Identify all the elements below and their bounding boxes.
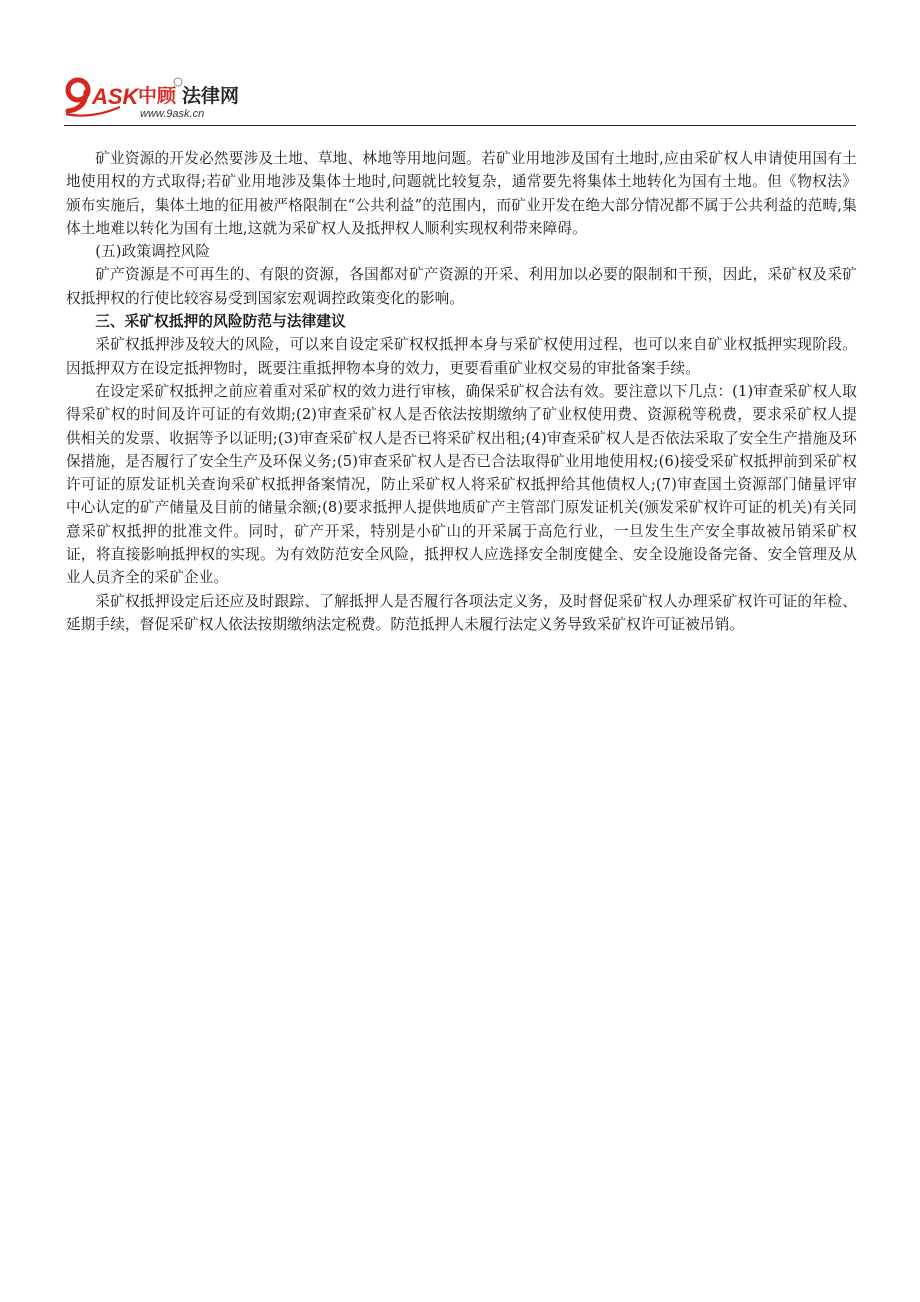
section-heading-risk-prevention: 三、采矿权抵押的风险防范与法律建议 xyxy=(95,313,346,331)
logo-site-name-text: 法律网 xyxy=(182,85,240,107)
registered-mark-icon xyxy=(174,78,182,86)
header-divider xyxy=(64,125,856,126)
subheading-policy-risk: (五)政策调控风险 xyxy=(95,243,211,261)
site-logo[interactable] xyxy=(64,74,254,118)
logo-ask-text: ASK xyxy=(92,84,139,109)
paragraph-land-use: 矿业资源的开发必然要涉及土地、草地、林地等用地问题。若矿业用地涉及国有土地时,应由采矿权人申请使用国有土地使用权的方式取得;若矿业用地涉及集体土地时,问题就比较复杂，通常要先将集体土地转化为国有土地。但《物权法》颁布实施后，集体土地的征用被严格限制在“公共利益”的范围内，而矿业开发在绝大部分情况都不属于公共利益的范畴,集体土地难以转化为国有土地,这就为采矿权人及抵押权人顺利实现权利带来障碍。 xyxy=(66,150,857,237)
paragraph-review-checklist: 在设定采矿权抵押之前应着重对采矿权的效力进行审核，确保采矿权合法有效。要注意以下几点：(1)审查采矿权人取得采矿权的时间及许可证的有效期;(2)审查采矿权人是否依法按期缴纳了矿业权使用费、资源税等税费，要求采矿权人提供相关的发票、收据等予以证明;(3)审查采矿权人是否已将采矿权出租;(4)审查采矿权人是否依法采取了安全生产措施及环保措施，是否履行了安全生产及环保义务;(5)审查采矿权人是否已合法取得矿业用地使用权;(6)接受采矿权抵押前到采矿权许可证的原发证机关查询采矿权抵押备案情况，防止采矿权人将采矿权抵押给其他债权人;(7)审查国土资源部门储量评审中心认定的矿产储量及目前的储量余额;(8)要求抵押人提供地质矿产主管部门原发证机关(颁发采矿权许可证的机关)有关同意采矿权抵押的批准文件。同时，矿产开采，特别是小矿山的开采属于高危行业，一旦发生生产安全事故被吊销采矿权证，将直接影响抵押权的实现。为有效防范安全风险，抵押权人应选择安全制度健全、安全设施设备完备、安全管理及从业人员齐全的采矿企业。 xyxy=(66,382,857,587)
logo-url-text: www.9ask.cn xyxy=(140,108,205,118)
logo-brand-text: 中顾 xyxy=(138,85,177,107)
document-body xyxy=(66,147,857,636)
paragraph-policy-risk: 矿产资源是不可再生的、有限的资源，各国都对矿产资源的开采、利用加以必要的限制和干预，因此，采矿权及采矿权抵押权的行使比较容易受到国家宏观调控政策变化的影响。 xyxy=(66,266,857,307)
paragraph-risk-overview: 采矿权抵押涉及较大的风险，可以来自设定采矿权权抵押本身与采矿权使用过程，也可以来自矿业权抵押实现阶段。因抵押双方在设定抵押物时，既要注重抵押物本身的效力，更要看重矿业权交易的审批备案手续。 xyxy=(66,336,857,377)
paragraph-post-mortgage-tracking: 采矿权抵押设定后还应及时跟踪、了解抵押人是否履行各项法定义务，及时督促采矿权人办理采矿权许可证的年检、延期手续，督促采矿权人依法按期缴纳法定税费。防范抵押人未履行法定义务导致采矿权许可证被吊销。 xyxy=(66,592,857,633)
page-header xyxy=(64,70,856,126)
